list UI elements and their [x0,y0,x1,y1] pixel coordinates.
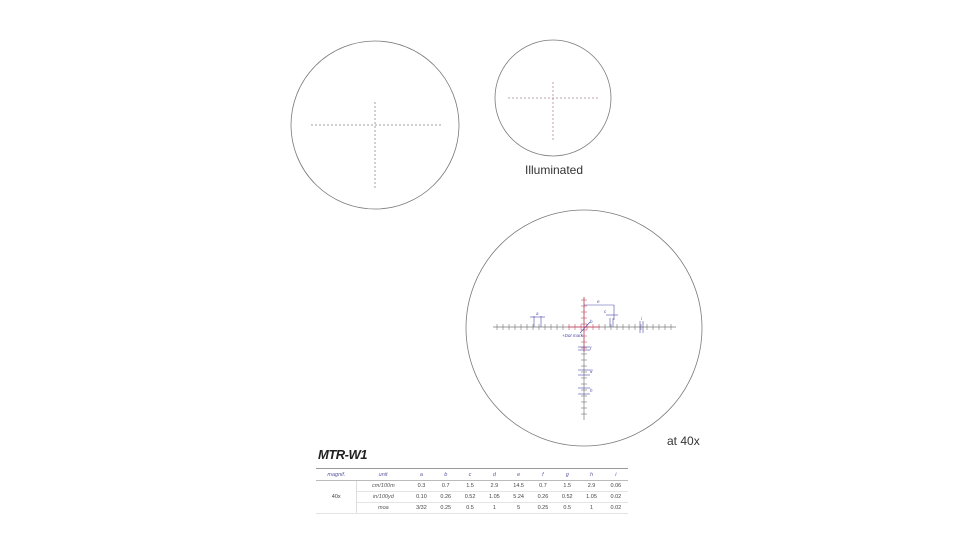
header-unit: unit [357,469,409,481]
header-magnif: magnif. [316,469,357,481]
value-cell: 5 [507,503,531,514]
header-b: b [434,469,458,481]
dim-label-g: g [590,368,593,373]
header-e: e [507,469,531,481]
value-cell: 2.9 [482,481,506,492]
value-cell: 0.25 [531,503,555,514]
value-cell: 0.25 [434,503,458,514]
dim-label-h: h [590,388,593,393]
table-row [316,481,628,492]
value-cell: 0.7 [434,481,458,492]
unit-cell: moa [357,503,409,514]
dot-mark-label: +Dot mark [562,333,583,338]
spec-table-header-row [316,469,628,481]
spec-table [316,468,628,514]
value-cell: 1 [579,503,603,514]
value-cell: 0.10 [409,492,433,503]
value-cell: 0.52 [555,492,579,503]
value-cell: 5.24 [507,492,531,503]
value-cell: 0.5 [458,503,482,514]
unit-cell: cm/100m [357,481,409,492]
header-d: d [482,469,506,481]
value-cell: 0.06 [604,481,628,492]
dim-label-f: f [590,346,592,351]
dim-label-e: e [597,299,600,304]
value-cell: 0.26 [434,492,458,503]
value-cell: 0.52 [458,492,482,503]
reticle-illuminated [495,40,611,156]
table-row [316,492,628,503]
model-title: MTR-W1 [318,447,367,462]
value-cell: 1.05 [579,492,603,503]
header-c: c [458,469,482,481]
illuminated-caption: Illuminated [525,163,584,177]
value-cell: 14.5 [507,481,531,492]
value-cell: 1.5 [555,481,579,492]
header-f: f [531,469,555,481]
dim-label-b: b [590,319,593,324]
value-cell: 0.02 [604,492,628,503]
dim-label-c: c [604,309,607,314]
table-row [316,503,628,514]
header-a: a [409,469,433,481]
value-cell: 3/32 [409,503,433,514]
dim-label-i: i [641,316,642,321]
value-cell: 2.9 [579,481,603,492]
value-cell: 0.26 [531,492,555,503]
dimension-lines [530,305,643,394]
value-cell: 0.3 [409,481,433,492]
value-cell: 0.5 [555,503,579,514]
magnification-caption: at 40x [667,434,700,448]
header-i: i [604,469,628,481]
reticle-detail [466,210,702,446]
magnification-cell: 40x [316,481,357,514]
dim-label-a: a [536,311,539,316]
value-cell: 0.02 [604,503,628,514]
value-cell: 1.05 [482,492,506,503]
unit-cell: in/100yd [357,492,409,503]
header-h: h [579,469,603,481]
header-g: g [555,469,579,481]
value-cell: 0.7 [531,481,555,492]
value-cell: 1.5 [458,481,482,492]
value-cell: 1 [482,503,506,514]
reticle-standard [291,41,459,209]
